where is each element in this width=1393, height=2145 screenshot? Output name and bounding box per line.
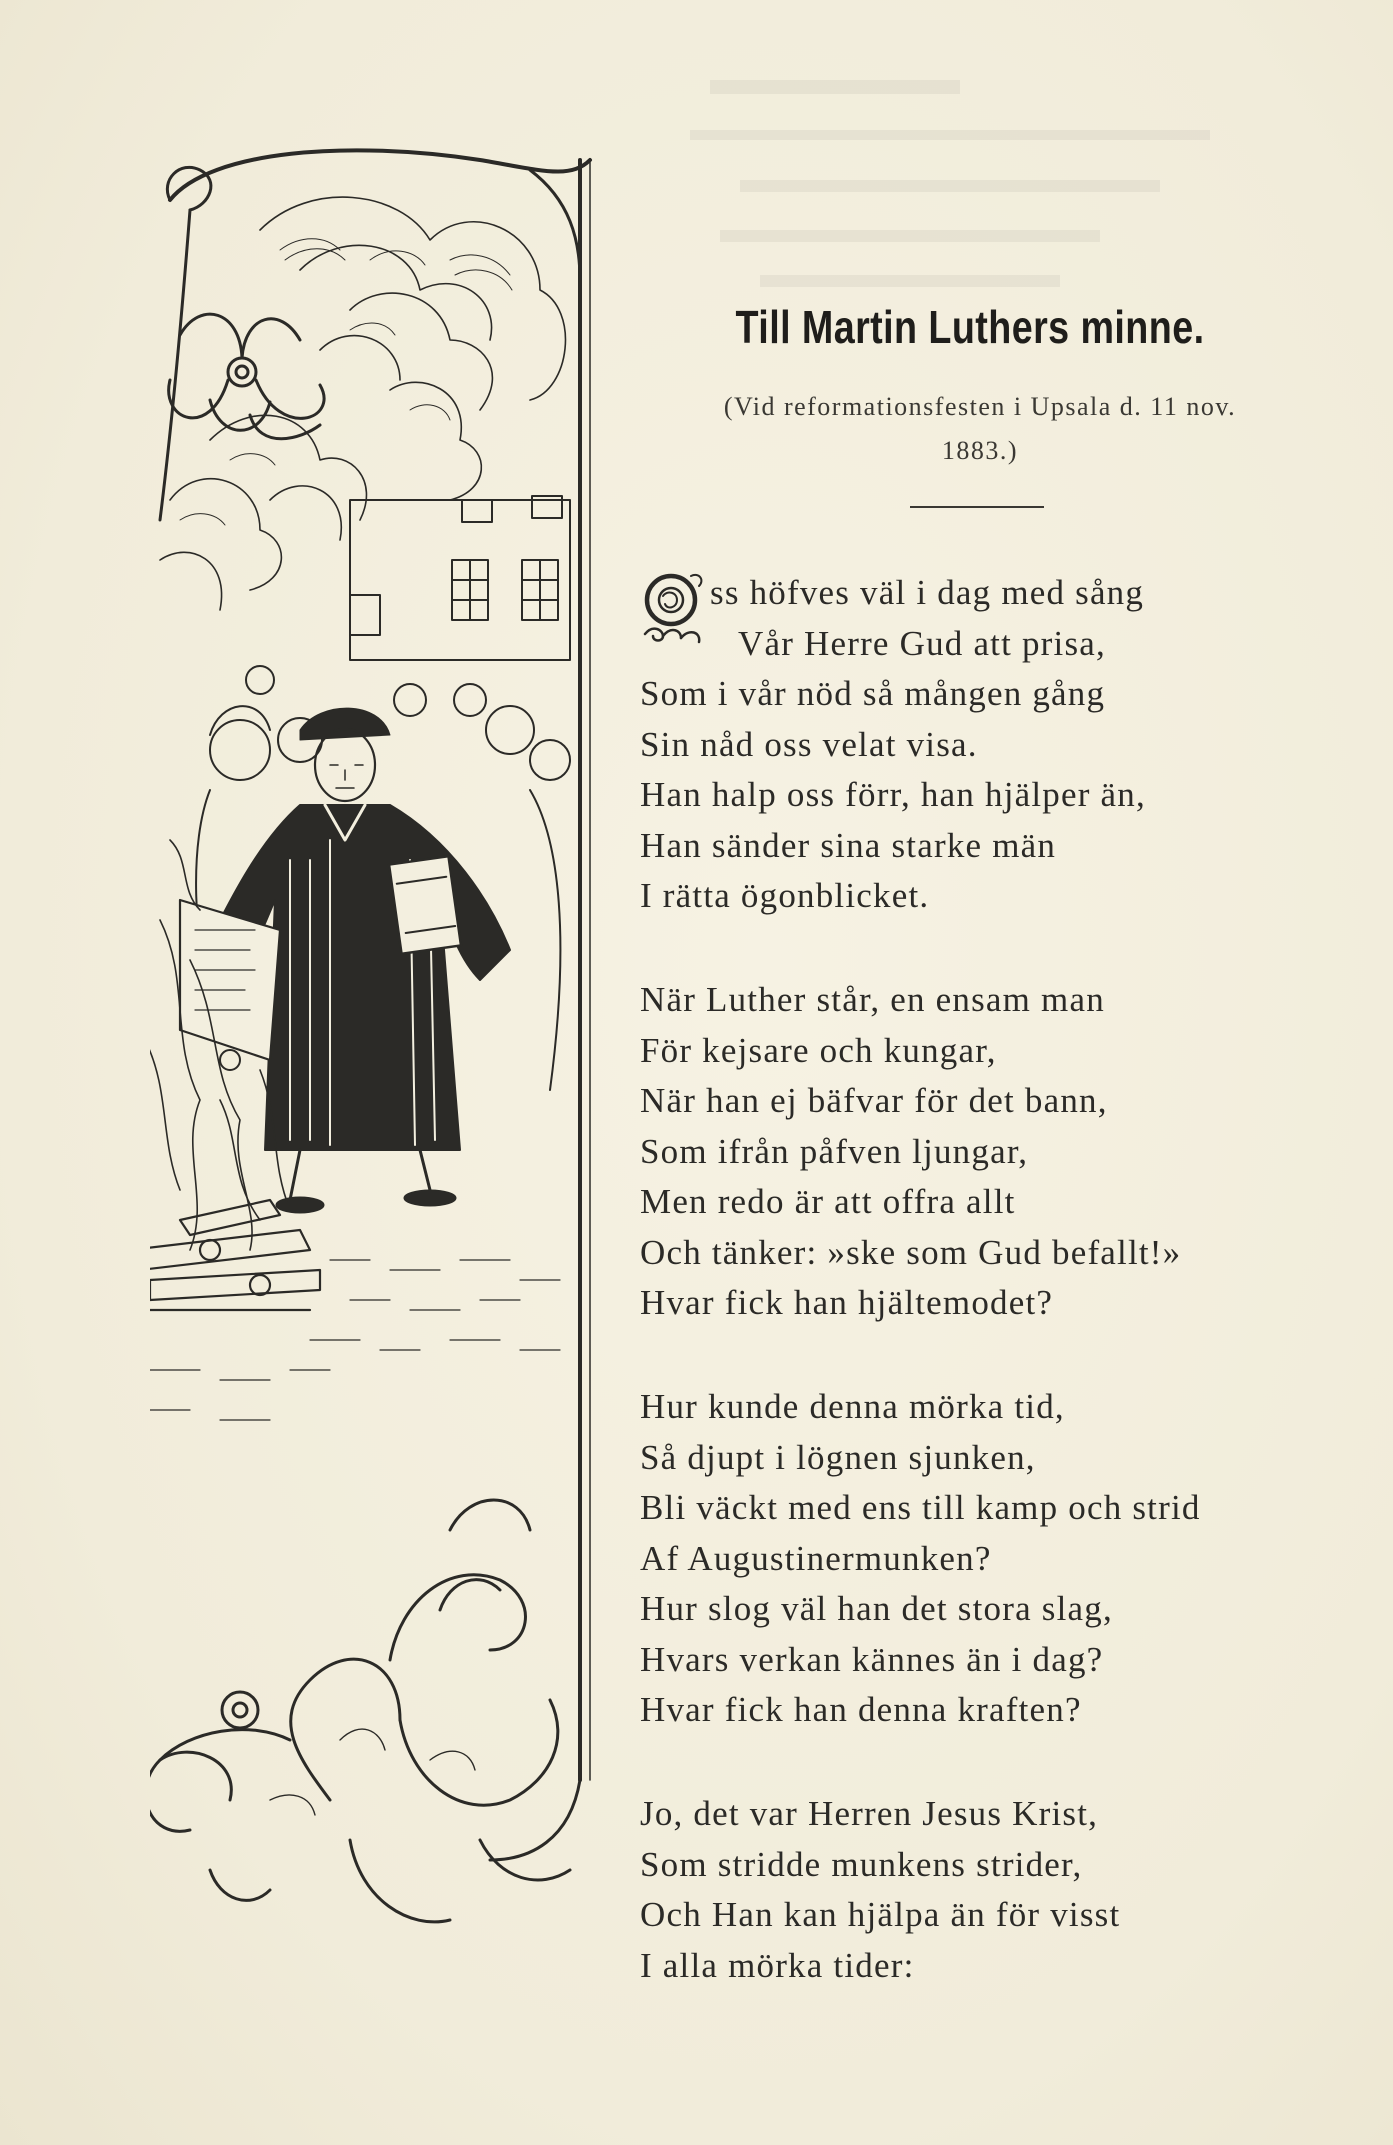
verse-line: Hvar fick han hjältemodet? — [640, 1283, 1054, 1322]
verse-line: ss höfves väl i dag med sång — [710, 573, 1145, 612]
subtitle-line-1: (Vid reformationsfesten i Upsala d. 11 nov. — [723, 392, 1237, 421]
luther-burning-bull-illustration-icon — [150, 140, 600, 1980]
divider-rule — [910, 506, 1044, 508]
verse-line: När han ej bäfvar för det bann, — [640, 1081, 1108, 1120]
stanza-2 — [640, 975, 1181, 1329]
verse-line: Hvars verkan kännes än i dag? — [640, 1639, 1104, 1679]
verse-line: I rätta ögonblicket. — [640, 876, 930, 915]
verse-line: I alla mörka tider: — [640, 1945, 915, 1985]
verse-line: Och Han kan hjälpa än för visst — [640, 1895, 1121, 1934]
verse-line: Men redo är att offra allt — [640, 1182, 1016, 1221]
verse-line: Jo, det var Herren Jesus Krist, — [640, 1794, 1099, 1833]
verse-line: För kejsare och kungar, — [640, 1030, 997, 1070]
verse-line: Som i vår nöd så mången gång — [640, 674, 1106, 713]
verse-line: Som stridde munkens strider, — [640, 1844, 1083, 1884]
stanza-3 — [640, 1382, 1201, 1736]
verse-line: Så djupt i lögnen sjunken, — [640, 1437, 1036, 1477]
verse-line: Sin nåd oss velat visa. — [640, 724, 978, 764]
poem-subtitle — [640, 385, 1320, 473]
verse-line: Och tänker: »ske som Gud befallt!» — [640, 1232, 1182, 1272]
verse-line: Som ifrån påfven ljungar, — [640, 1131, 1029, 1171]
stanza-4 — [640, 1789, 1120, 1991]
verse-line: Hvar fick han denna kraften? — [640, 1690, 1082, 1729]
stanza-1 — [640, 568, 1146, 922]
verse-line: Han sänder sina starke män — [640, 825, 1057, 865]
bleed-through — [650, 70, 1350, 330]
verse-line: Han halp oss förr, han hjälper än, — [640, 775, 1146, 814]
verse-line: Bli väckt med ens till kamp och strid — [640, 1488, 1201, 1527]
poem-title: Till Martin Luthers minne. — [735, 301, 1205, 353]
verse-line: Vår Herre Gud att prisa, — [738, 623, 1106, 663]
verse-line: Hur kunde denna mörka tid, — [640, 1387, 1065, 1426]
verse-line: Af Augustinermunken? — [640, 1538, 992, 1578]
subtitle-line-2: 1883.) — [941, 436, 1019, 465]
verse-line: När Luther står, en ensam man — [640, 980, 1105, 1019]
verse-line: Hur slog väl han det stora slag, — [640, 1589, 1113, 1628]
